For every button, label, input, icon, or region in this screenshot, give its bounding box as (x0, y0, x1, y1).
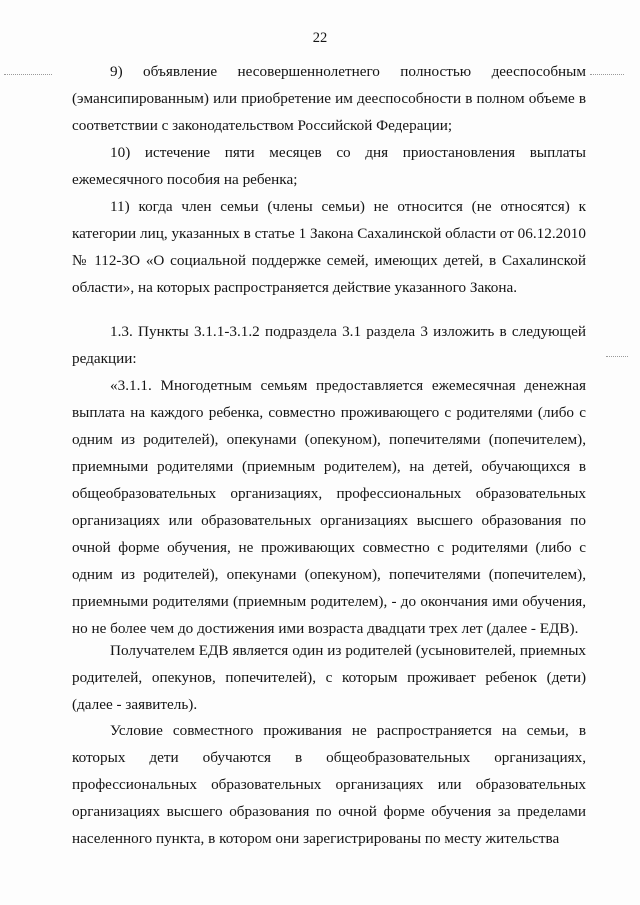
scan-artifact (606, 356, 628, 358)
paragraph-text: 10) истечение пяти месяцев со дня приостановления выплаты ежемесячного пособия на ребенка; (72, 144, 586, 188)
page-number: 22 (312, 30, 328, 46)
paragraph-amendment-1-3 (72, 318, 586, 372)
paragraph-cohabitation-condition (72, 717, 586, 852)
paragraph-text: 9) объявление несовершеннолетнего полностью дееспособным (эмансипированным) или приобретение им дееспособности в полном объеме в соответствии с законодательством Российской Федерации; (72, 63, 586, 134)
paragraph-text: 11) когда член семьи (члены семьи) не относится (не относятся) к категории лиц, указанных в статье 1 Закона Сахалинской области от 06.12.2010 № 112-ЗО «О социальной поддержке семей, имеющих детей, в Сахалинской области», на которых распространяется действие указанного Закона. (72, 198, 586, 296)
paragraph-text: 1.3. Пункты 3.1.1-3.1.2 подраздела 3.1 раздела 3 изложить в следующей редакции: (72, 323, 586, 367)
paragraph-item-9 (72, 58, 586, 139)
paragraph-clause-3-1-1 (72, 372, 586, 642)
paragraph-item-10 (72, 139, 586, 193)
paragraph-text: «3.1.1. Многодетным семьям предоставляется ежемесячная денежная выплата на каждого ребенка, совместно проживающего с родителями (либо с одним из родителей), опекунами (опекуном), попечителями (попечителем), приемными родителями (приемным родителем), на детей, обучающихся в общеобразовательных организациях, профессиональных образовательных организациях или образовательных организациях высшего образования по очной форме обучения, не проживающих совместно с родителями (либо с одним из родителей), опекунами (опекуном), попечителями (попечителем), приемными родителями (приемным родителем), - до окончания ими обучения, но не более чем до достижения ими возраста двадцати трех лет (далее - ЕДВ). (72, 377, 586, 637)
paragraph-text: Условие совместного проживания не распространяется на семьи, в которых дети обучаются в общеобразовательных организациях, профессиональных образовательных организациях или образовательных организациях высшего образования по очной форме обучения за пределами населенного пункта, в котором они зарегистрированы по месту жительства (72, 722, 586, 847)
paragraph-item-11 (72, 193, 586, 301)
paragraph-text: Получателем ЕДВ является один из родителей (усыновителей, приемных родителей, опекунов, попечителей), с которым проживает ребенок (дети) (далее - заявитель). (72, 642, 586, 713)
scan-artifact (590, 74, 624, 76)
paragraph-recipient (72, 637, 586, 718)
scan-artifact (4, 74, 52, 76)
